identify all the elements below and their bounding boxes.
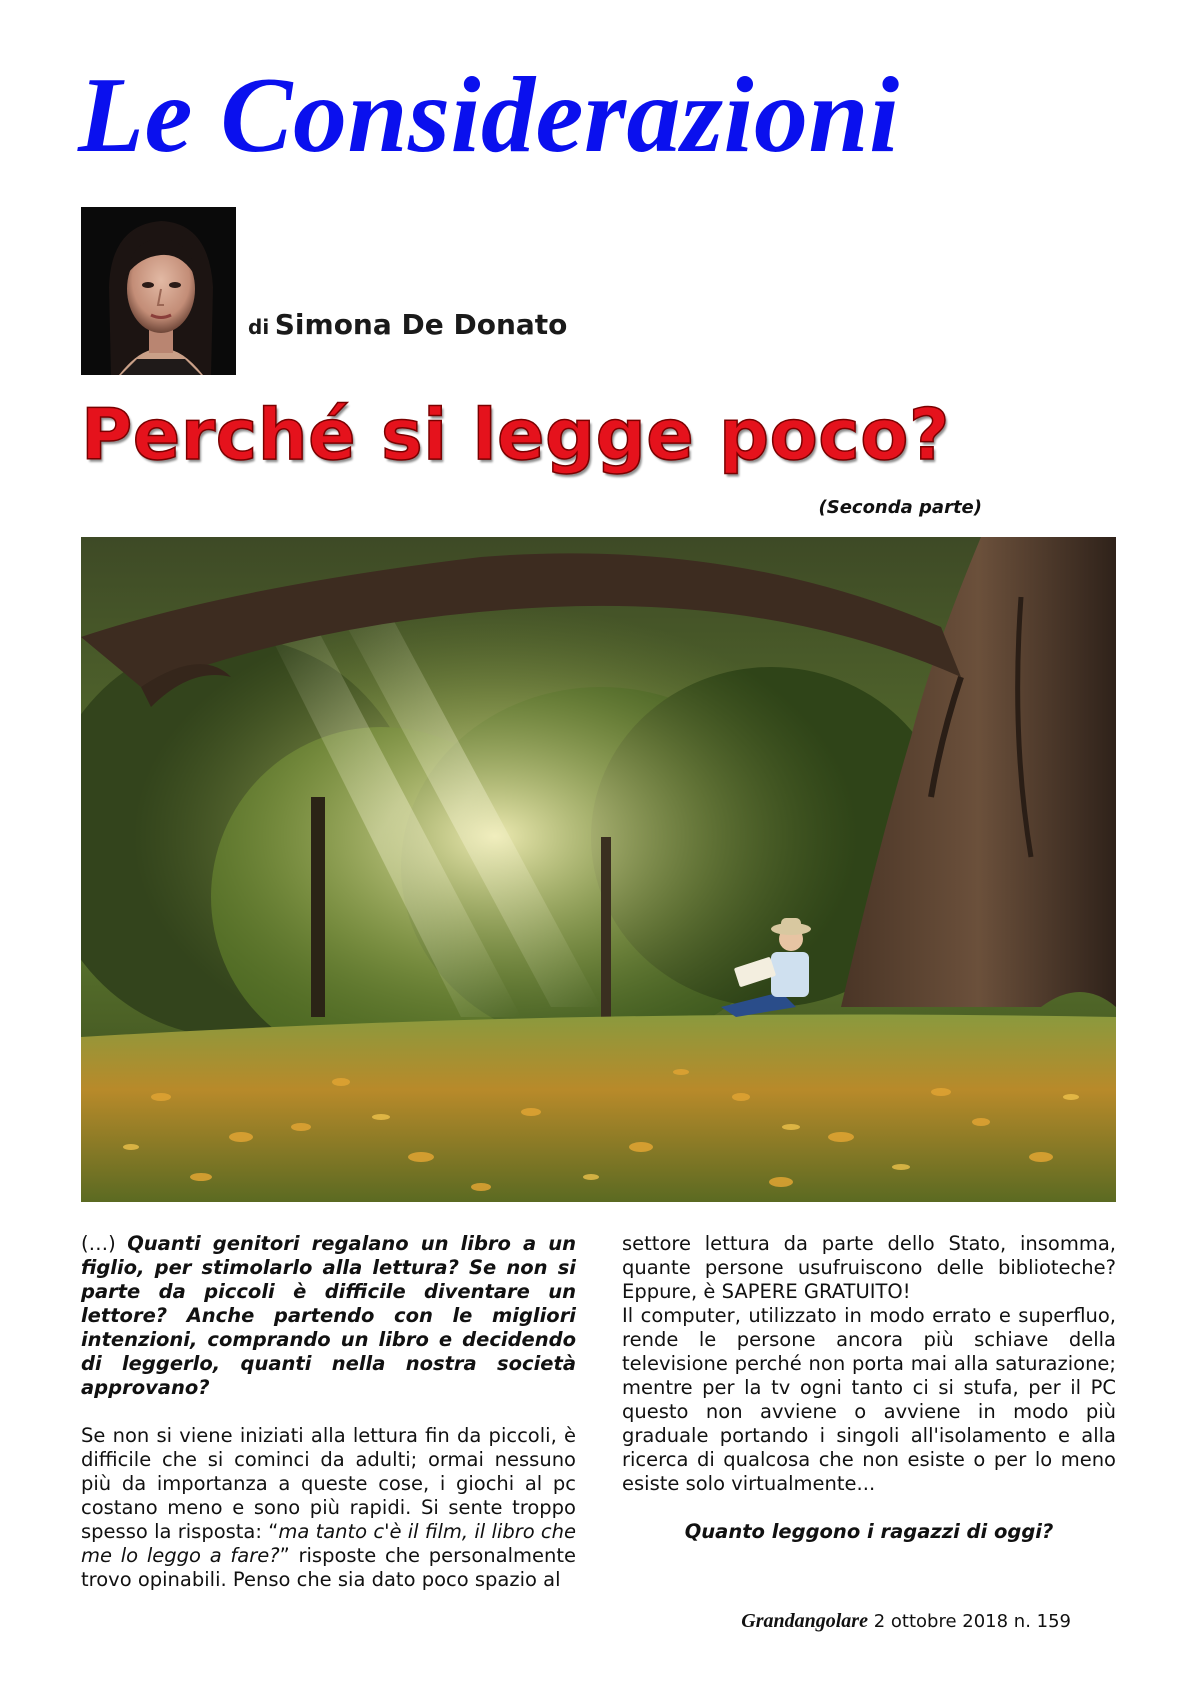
- body-quote: ma tanto c'è il film, il libro che me lo leggo a fare?: [81, 1520, 577, 1567]
- body-start: Se non si viene iniziati alla lettura fin da piccoli, è difficile che si cominci da adulti; ormai nessuno più da importanza a queste cose, i giochi al pc costano meno e sono più rapidi. Si sente troppo spesso la risposta: “: [81, 1424, 576, 1543]
- computer-paragraph: Il computer, utilizzato in modo errato e superfluo, rende le persone ancora più schiave della televisione perché non porta mai alla saturazione; mentre per la tv ogni tanto ci si stufa, per il PC questo non avviene o avviene in modo più graduale portando i singoli all'isolamento e alla ricerca di qualcosa che non esiste o per lo meno esiste solo virtualmente...: [622, 1304, 1116, 1495]
- body-paragraph: [81, 1424, 576, 1592]
- page-footer: [741, 1610, 1071, 1633]
- article-photo: [81, 537, 1116, 1202]
- section-question: Quanto leggono i ragazzi di oggi?: [684, 1520, 1054, 1543]
- article-column-right: [622, 1232, 1116, 1544]
- boy-reading-under-tree-image: [81, 537, 1116, 1202]
- author-name: Simona De Donato: [274, 308, 568, 341]
- author-portrait: [81, 207, 236, 375]
- article-subtitle: (Seconda parte): [818, 497, 982, 518]
- body-after-quote: ” risposte che personalmente trovo opinabili. Penso che sia dato poco spazio al: [81, 1544, 576, 1591]
- article-title: Perché si legge poco?: [81, 394, 950, 476]
- byline: [248, 308, 567, 341]
- byline-prefix: di: [248, 315, 270, 339]
- author-portrait-image: [81, 207, 236, 375]
- intro-ellipsis: (…): [81, 1232, 116, 1255]
- intro-questions: Quanti genitori regalano un libro a un figlio, per stimolarlo alla lettura? Se non si parte da piccoli è difficile diventare un lettore? Anche partendo con le migliori intenzioni, comprando un libro e decidendo di leggerlo, quanti nella nostra società approvano?: [81, 1232, 576, 1399]
- article-column-left: [81, 1232, 576, 1592]
- issue-info: 2 ottobre 2018 n. 159: [873, 1611, 1071, 1632]
- masthead-title: Le Considerazioni: [78, 56, 900, 175]
- body-continuation: settore lettura da parte dello Stato, insomma, quante persone usufruiscono delle biblioteche? Eppure, è SAPERE GRATUITO!: [622, 1232, 1116, 1303]
- intro-paragraph: [81, 1232, 576, 1400]
- magazine-name: Grandangolare: [741, 1610, 868, 1632]
